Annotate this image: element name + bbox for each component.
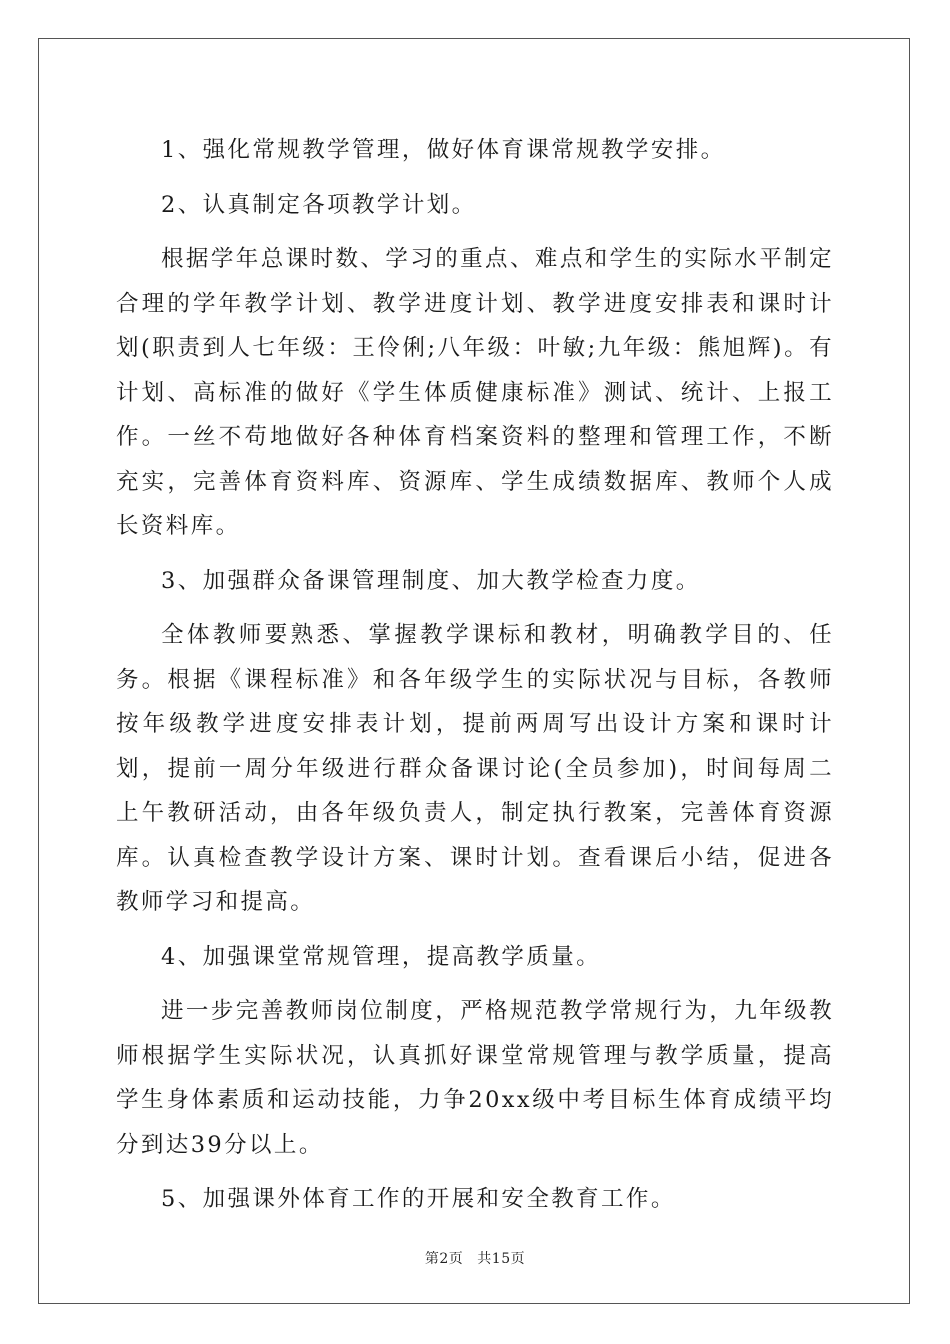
page-total: 共15页 xyxy=(477,1251,526,1267)
document-body xyxy=(116,128,834,1222)
section-heading-5: 5、加强课外体育工作的开展和安全教育工作。 xyxy=(161,1186,676,1212)
section-heading-4: 4、加强课堂常规管理，提高教学质量。 xyxy=(161,943,602,970)
body-paragraph-1: 根据学年总课时数、学习的重点、难点和学生的实际水平制定合理的学年教学计划、教学进度计划、教学进度安排表和课时计划(职责到人七年级：王伶俐;八年级：叶敏;九年级：熊旭辉)。有计划、高标准的做好《学生体质健康标准》测试、统计、上报工作。一丝不苟地做好各种体育档案资料的整理和管理工作，不断充实，完善体育资料库、资源库、学生成绩数据库、教师个人成长资料库。 xyxy=(116,246,834,539)
body-paragraph-2: 全体教师要熟悉、掌握教学课标和教材，明确教学目的、任务。根据《课程标准》和各年级学生的实际状况与目标，各教师按年级教学进度安排表计划，提前两周写出设计方案和课时计划，提前一周分年级进行群众备课讨论(全员参加)，时间每周二上午教研活动，由各年级负责人，制定执行教案，完善体育资源库。认真检查教学设计方案、课时计划。查看课后小结，促进各教师学习和提高。 xyxy=(116,622,834,915)
section-heading-2: 2、认真制定各项教学计划。 xyxy=(161,191,477,218)
section-heading-3: 3、加强群众备课管理制度、加大教学检查力度。 xyxy=(161,567,701,594)
section-heading-1: 1、强化常规教学管理，做好体育课常规教学安排。 xyxy=(161,137,726,163)
page-number: 第2页 xyxy=(424,1251,464,1267)
page-footer xyxy=(0,1248,950,1268)
body-paragraph-3: 进一步完善教师岗位制度，严格规范教学常规行为，九年级教师根据学生实际状况，认真抓好课堂常规管理与教学质量，提高学生身体素质和运动技能，力争20xx级中考目标生体育成绩平均分到达39分以上。 xyxy=(116,998,834,1158)
